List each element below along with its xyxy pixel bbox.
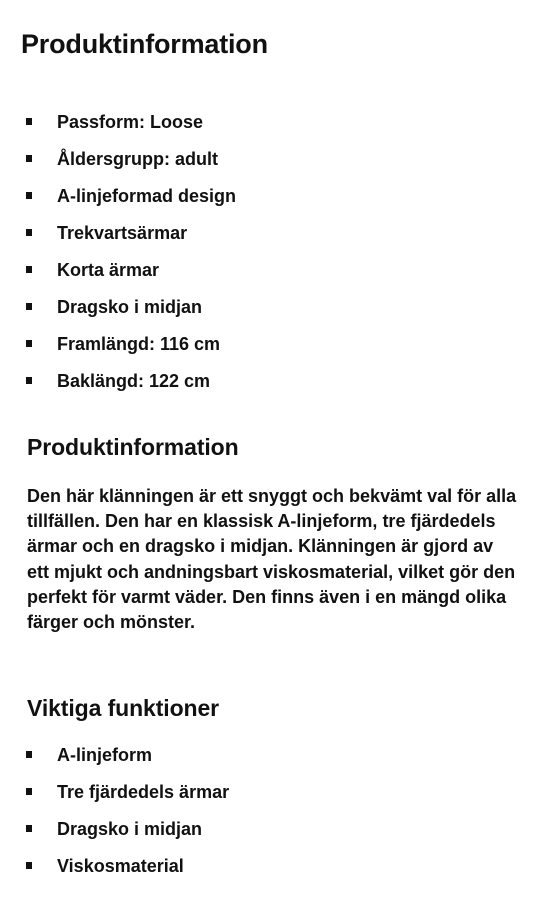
bullet-icon (26, 340, 32, 347)
list-item (0, 855, 540, 892)
list-item (0, 259, 540, 296)
list-item (0, 333, 540, 370)
spec-label: Trekvartsärmar (57, 223, 188, 243)
features-heading: Viktiga funktioner (27, 695, 220, 721)
feature-label: Tre fjärdedels ärmar (57, 782, 230, 802)
feature-label: A-linjeform (57, 745, 153, 765)
bullet-icon (26, 862, 32, 869)
bullet-icon (26, 118, 32, 125)
bullet-icon (26, 825, 32, 832)
spec-label: Passform: Loose (57, 112, 204, 132)
feature-label: Dragsko i midjan (57, 819, 203, 839)
bullet-icon (26, 155, 32, 162)
bullet-icon (26, 751, 32, 758)
spec-list (0, 111, 540, 407)
spec-label: A-linjeformad design (57, 186, 237, 206)
list-item (0, 781, 540, 818)
bullet-icon (26, 788, 32, 795)
spec-label: Framlängd: 116 cm (57, 334, 221, 354)
list-item (0, 185, 540, 222)
spec-label: Korta ärmar (57, 260, 160, 280)
description-text: Den här klänningen är ett snyggt och bekvämt val för alla tillfällen. Den har en klassisk A-linjeform, tre fjärdedels ärmar och en dragsko i midjan. Klänningen är gjord av ett mjukt och andningsbart viskosmaterial, vilket gör den perfekt för varmt väder. Den finns även i en mängd olika färger och mönster. (27, 486, 517, 633)
list-item (0, 744, 540, 781)
page-title: Produktinformation (21, 29, 268, 59)
feature-label: Viskosmaterial (57, 856, 184, 876)
description-heading: Produktinformation (27, 434, 239, 460)
bullet-icon (26, 303, 32, 310)
feature-list (0, 744, 540, 892)
list-item (0, 148, 540, 185)
spec-label: Dragsko i midjan (57, 297, 203, 317)
bullet-icon (26, 377, 32, 384)
bullet-icon (26, 266, 32, 273)
list-item (0, 222, 540, 259)
bullet-icon (26, 229, 32, 236)
list-item (0, 370, 540, 407)
bullet-icon (26, 192, 32, 199)
list-item (0, 296, 540, 333)
list-item (0, 111, 540, 148)
spec-label: Baklängd: 122 cm (57, 371, 211, 391)
list-item (0, 818, 540, 855)
spec-label: Åldersgrupp: adult (57, 149, 218, 169)
